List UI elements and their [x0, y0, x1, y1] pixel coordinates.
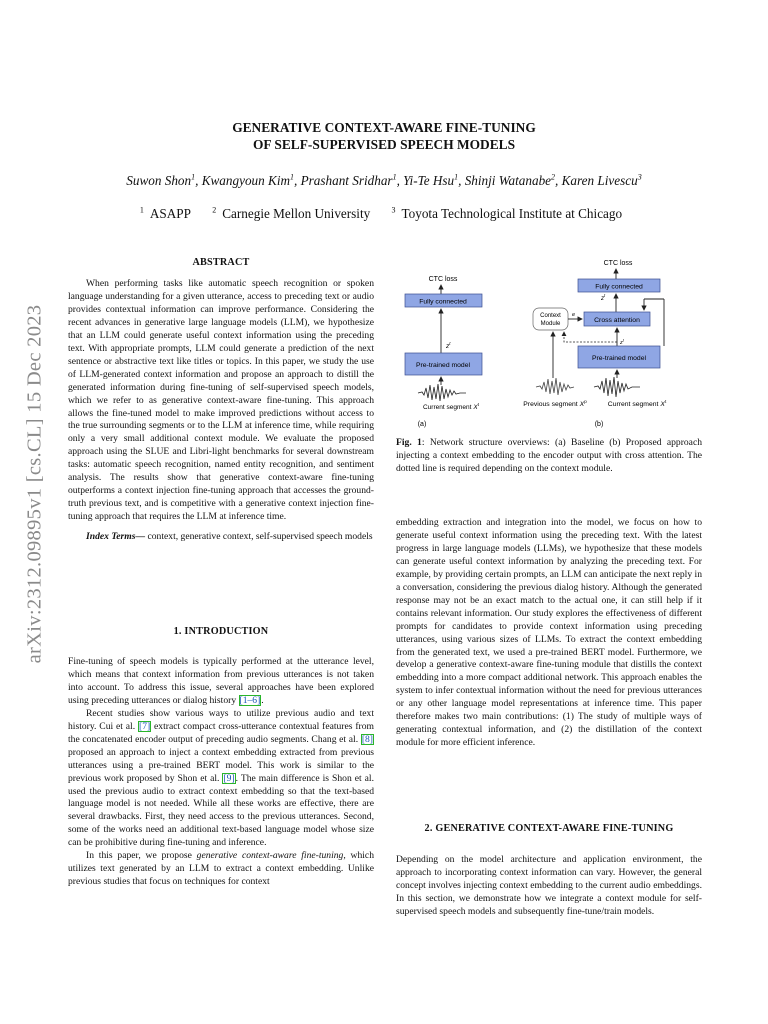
intro-paragraph-1: Fine-tuning of speech models is typically performed at the utterance level, which means that context information from previous utterances is not taken into account. To address this issue, several approaches have been explored using preceding utterances or dialog history [1–6]. — [68, 656, 374, 706]
z-label-b-lower: $z^t$ — [620, 337, 624, 346]
arxiv-identifier: arXiv:2312.09895v1 [cs.CL] 15 Dec 2023 — [23, 304, 46, 664]
waveform-current-a — [418, 384, 466, 401]
pretrained-model-label-b: Pre-trained model — [591, 355, 647, 362]
author: Suwon Shon$^1$, — [126, 172, 202, 188]
figure-caption: Fig. 1: Network structure overviews: (a) Baseline (b) Proposed approach injecting a context embedding to the encoder output with cross attention. The dotted line is required depending on the context module. — [396, 437, 702, 474]
affiliation: $^2$ Carnegie Mellon University — [212, 205, 371, 221]
previous-segment-label: Previous segment $X^p$ — [523, 399, 587, 408]
fully-connected-label-a: Fully connected — [419, 298, 467, 306]
author: Shinji Watanabe$^2$, — [464, 172, 562, 188]
current-segment-label-b: Current segment $X^t$ — [607, 399, 667, 408]
affiliations — [0, 206, 768, 222]
citation-link[interactable]: [7] — [139, 720, 151, 732]
waveform-current-b — [594, 377, 640, 397]
abstract-heading: ABSTRACT — [192, 257, 250, 268]
section-2-body — [396, 854, 702, 919]
context-module-label-1: Context — [540, 313, 561, 319]
author: Yi-Te Hsu$^1$, — [403, 172, 465, 188]
ctc-loss-label-a: CTC loss — [428, 276, 458, 283]
citation-link[interactable]: [9] — [223, 772, 235, 784]
z-label-b: $z^t$ — [601, 293, 606, 302]
affiliation: $^3$ Toyota Technological Institute at Chicago — [391, 205, 623, 221]
citation-link[interactable]: [8] — [361, 733, 373, 745]
ctc-loss-label-b: CTC loss — [603, 260, 633, 267]
index-terms: Index Terms— context, generative context, self-supervised speech models — [86, 531, 373, 543]
pretrained-model-label-a: Pre-trained model — [415, 362, 471, 369]
subfigure-a-label: (a) — [417, 421, 427, 428]
intro-paragraph-2: Recent studies show various ways to utilize previous audio and text history. Cui et al. [7] extract compact cross-utterance contextual features from the concatenated encoder output of preceding audio segments. Chang et al. [8] proposed an approach to inject a context embedding extracted from previous utterances using a pre-trained BERT model. This work is similar to the previous work proposed by Shon et al. [9]. The main difference is Shon et al. used the previous audio to extract context embedding so that the text-based language model is not needed. While all these works are effective, there are several drawbacks. First, they need access to the previous utterances. Second, some of the works need an additional text-based language model whose size can be prohibitive during fine-tuning and inference. — [68, 707, 374, 849]
section-2-paragraph: Depending on the model architecture and application environment, the approach to incorporating context information can vary. However, the general concept involves injecting context embedding to the current audio embeddings. In this section, we demonstrate how we integrate a context module for self-supervised speech models and subsequently fine-tune/train models. — [396, 854, 702, 917]
affiliation: $^1$ ASAPP — [139, 205, 191, 221]
current-segment-label-a: Current segment $X^t$ — [422, 402, 480, 411]
citation-link[interactable]: [1–6] — [239, 694, 261, 706]
author: Prashant Sridhar$^1$, — [300, 172, 404, 188]
right-column-body — [396, 517, 702, 750]
author: Kwangyoun Kim$^1$, — [201, 172, 301, 188]
abstract-body — [68, 278, 374, 544]
introduction-body — [68, 656, 374, 889]
cross-attention-label: Cross attention — [594, 317, 640, 324]
intro-paragraph-3: In this paper, we propose generative context-aware fine-tuning, which utilizes text generated by an LLM to extract a context embedding. Unlike previous studies that focus on techniques for context — [68, 850, 374, 888]
section-2-heading: 2. GENERATIVE CONTEXT-AWARE FINE-TUNING — [424, 823, 674, 834]
author: Karen Livescu$^3$ — [561, 172, 642, 188]
fully-connected-label-b: Fully connected — [595, 283, 643, 291]
paper-title — [0, 120, 768, 153]
e-label: e — [572, 312, 576, 318]
waveform-previous — [536, 378, 574, 395]
author-list — [0, 173, 768, 189]
figure-1 — [396, 254, 706, 434]
context-module-label-2: Module — [540, 321, 561, 327]
network-diagram — [396, 254, 706, 434]
introduction-heading: 1. INTRODUCTION — [173, 626, 269, 637]
abstract-text: When performing tasks like automatic speech recognition or spoken language understanding for a given utterance, access to preceding text or audio provides contextual information can improve performance. Considering the recent advances in generative large language models (LLM), we hypothesize that an LLM could generate useful context information using the preceding text. With appropriate prompts, LLM could generate a prediction of the next sentence or abstractive text like titles or topics. In this paper, we study the use of LLM-generated context information and propose an approach to distill the generated information during fine-tuning of self-supervised speech models, which we refer to as generative context-aware fine-tuning. This approach allows the fine-tuned model to make improved predictions without access to the true surrounding segments or to the LLM at inference time, while requiring only a very small additional context module. We evaluate the proposed approach using the SLUE and Libri-light benchmarks for several downstream tasks: automatic speech recognition, named entity recognition, and sentiment analysis. The results show that generative context-aware fine-tuning outperforms a context injection fine-tuning approach that accesses the ground-truth previous text, and is competitive with a generative context injection fine-tuning approach that requires the LLM at inference time. — [68, 278, 374, 523]
intro-paragraph-3-continued: embedding extraction and integration into the model, we focus on how to generate useful context information using the preceding text. With the latest progress in large language models (LLMs), we hypothesize that these models can generate useful context information by analyzing the preceding text. For example, by providing certain prompts, an LLM can anticipate the next reply in a conversation, considering the previous dialog history. Although the generated response may not be an exact match to the actual one, it can still help if it contains relevant information. Our study explores the effectiveness of different prompts for candidates to provide context information using preceding utterances, using various sizes of LLMs. To extract the context embedding from the generated text, we used a pre-trained BERT model. Furthermore, we develop a generative context-aware fine-tuning module that distills the context embedding into a more compact additional network. This approach enables the system to infer contextual information without the need for previous utterances or any other language model representations at inference time. This paper therefore makes two main contributions: (1) The study of multiple ways of generating contextual information, and (2) the distillation of the context module for more efficient inference. — [396, 517, 702, 749]
title-line-2: OF SELF-SUPERVISED SPEECH MODELS — [252, 136, 516, 152]
z-label-a: $z^t$ — [446, 341, 451, 350]
subfigure-b-label: (b) — [594, 421, 604, 428]
title-line-1: GENERATIVE CONTEXT-AWARE FINE-TUNING — [232, 120, 536, 135]
